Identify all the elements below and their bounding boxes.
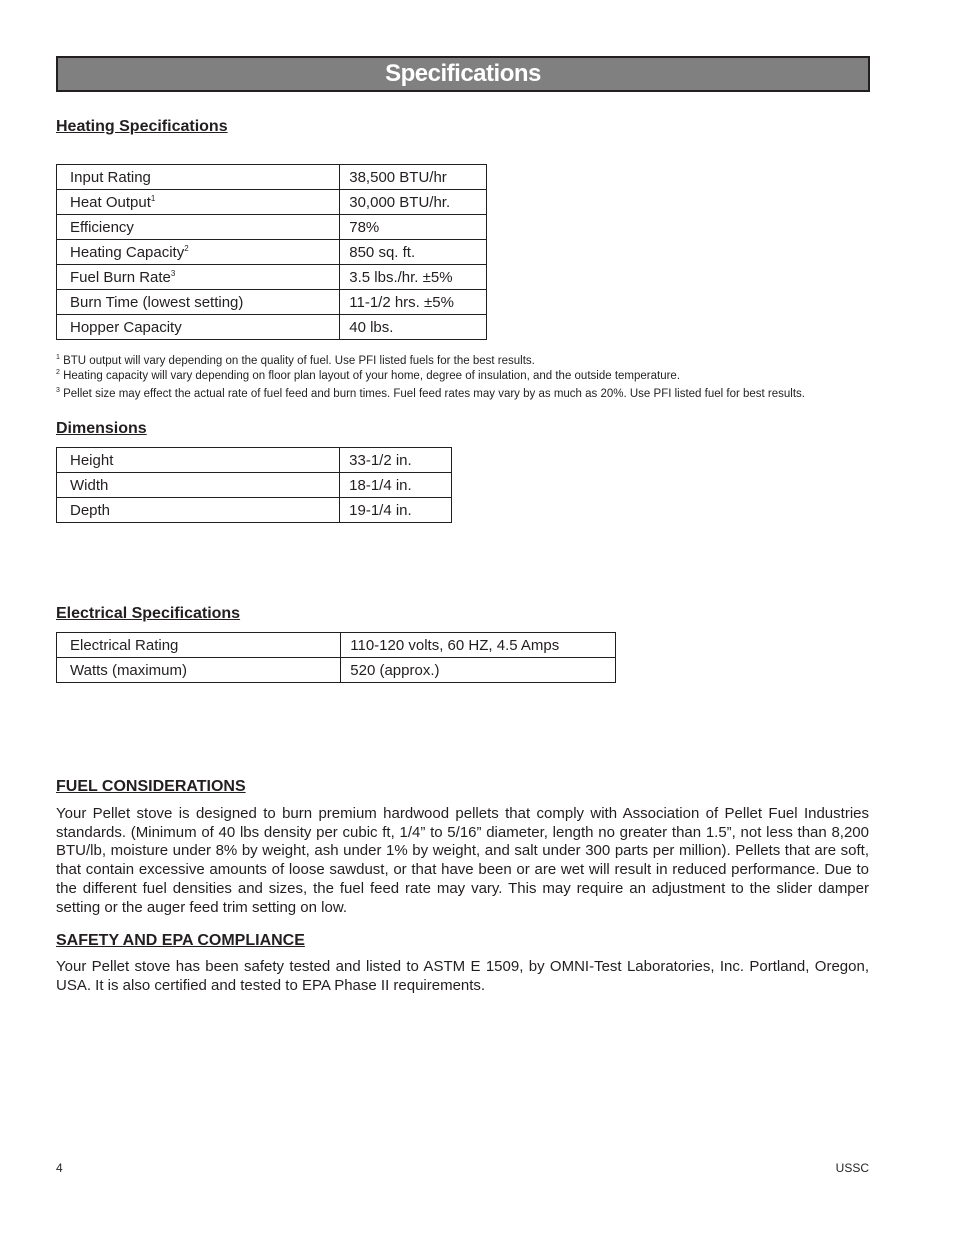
electrical-specifications-table <box>56 632 616 683</box>
spec-label: Burn Time (lowest setting) <box>57 290 340 315</box>
heating-specifications-heading: Heating Specifications <box>56 118 228 135</box>
spec-value: 520 (approx.) <box>341 658 616 683</box>
spec-value: 30,000 BTU/hr. <box>340 190 487 215</box>
safety-compliance-text: Your Pellet stove has been safety tested and listed to ASTM E 1509, by OMNI-Test Laboratories, Inc. Portland, Oregon, USA. It is also certified and tested to EPA Phase II requirements. <box>56 958 869 994</box>
spec-value: 11-1/2 hrs. ±5% <box>340 290 487 315</box>
page-title-bar <box>56 56 870 92</box>
spec-label: Watts (maximum) <box>57 658 341 683</box>
page-number: 4 <box>56 1161 63 1175</box>
table-row <box>57 165 487 190</box>
table-row <box>57 473 452 498</box>
fuel-considerations-heading: FUEL CONSIDERATIONS <box>56 778 246 795</box>
footnote: $^1$ BTU output will vary depending on the quality of fuel. Use PFI listed fuels for the best results. <box>56 354 535 367</box>
table-row <box>57 215 487 240</box>
table-row <box>57 658 616 683</box>
table-row <box>57 315 487 340</box>
spec-label: Electrical Rating <box>57 633 341 658</box>
spec-label: Heat Output$^1$ <box>57 190 340 215</box>
spec-label: Width <box>57 473 340 498</box>
spec-label: Hopper Capacity <box>57 315 340 340</box>
spec-value: 110-120 volts, 60 HZ, 4.5 Amps <box>341 633 616 658</box>
spec-value: 33-1/2 in. <box>340 448 452 473</box>
spec-label: Fuel Burn Rate$^3$ <box>57 265 340 290</box>
table-row <box>57 290 487 315</box>
page-title: Specifications <box>385 60 541 87</box>
spec-value: 78% <box>340 215 487 240</box>
spec-label: Input Rating <box>57 165 340 190</box>
spec-value: 3.5 lbs./hr. ±5% <box>340 265 487 290</box>
spec-label: Depth <box>57 498 340 523</box>
spec-value: 40 lbs. <box>340 315 487 340</box>
footer-brand: USSC <box>835 1161 869 1175</box>
spec-value: 19-1/4 in. <box>340 498 452 523</box>
table-row <box>57 633 616 658</box>
dimensions-table <box>56 447 452 523</box>
spec-label: Heating Capacity$^2$ <box>57 240 340 265</box>
table-row <box>57 240 487 265</box>
spec-label: Efficiency <box>57 215 340 240</box>
table-row <box>57 498 452 523</box>
table-row <box>57 265 487 290</box>
electrical-specifications-heading: Electrical Specifications <box>56 605 241 622</box>
spec-value: 850 sq. ft. <box>340 240 487 265</box>
table-row <box>57 190 487 215</box>
spec-label: Height <box>57 448 340 473</box>
dimensions-heading: Dimensions <box>56 420 147 437</box>
heating-specifications-table <box>56 164 487 340</box>
footnote: $^3$ Pellet size may effect the actual rate of fuel feed and burn times. Fuel feed rates may vary by as much as 20%. Use PFI listed fuel for best results. <box>56 387 805 400</box>
safety-compliance-heading: SAFETY AND EPA COMPLIANCE <box>56 932 305 949</box>
footnote: $^2$ Heating capacity will vary depending on floor plan layout of your home, degree of insulation, and the outside temperature. <box>56 369 681 382</box>
heating-footnotes <box>56 354 886 402</box>
spec-value: 38,500 BTU/hr <box>340 165 487 190</box>
spec-value: 18-1/4 in. <box>340 473 452 498</box>
table-row <box>57 448 452 473</box>
fuel-considerations-text: Your Pellet stove is designed to burn premium hardwood pellets that comply with Association of Pellet Fuel Industries standards. (Minimum of 40 lbs density per cubic ft, 1/4” to 5/16” diameter, length no greater than 1.5”, not less than 8,200 BTU/lb, moisture under 8% by weight, ash under 1% by weight, and salt under 300 parts per million). Pellets that are soft, that contain excessive amounts of loose sawdust, or that have been or are wet will result in reduced performance. Due to the different fuel densities and sizes, the fuel feed rate may vary. This may require an adjustment to the slider damper setting or the auger feed trim setting on low. <box>56 805 869 916</box>
